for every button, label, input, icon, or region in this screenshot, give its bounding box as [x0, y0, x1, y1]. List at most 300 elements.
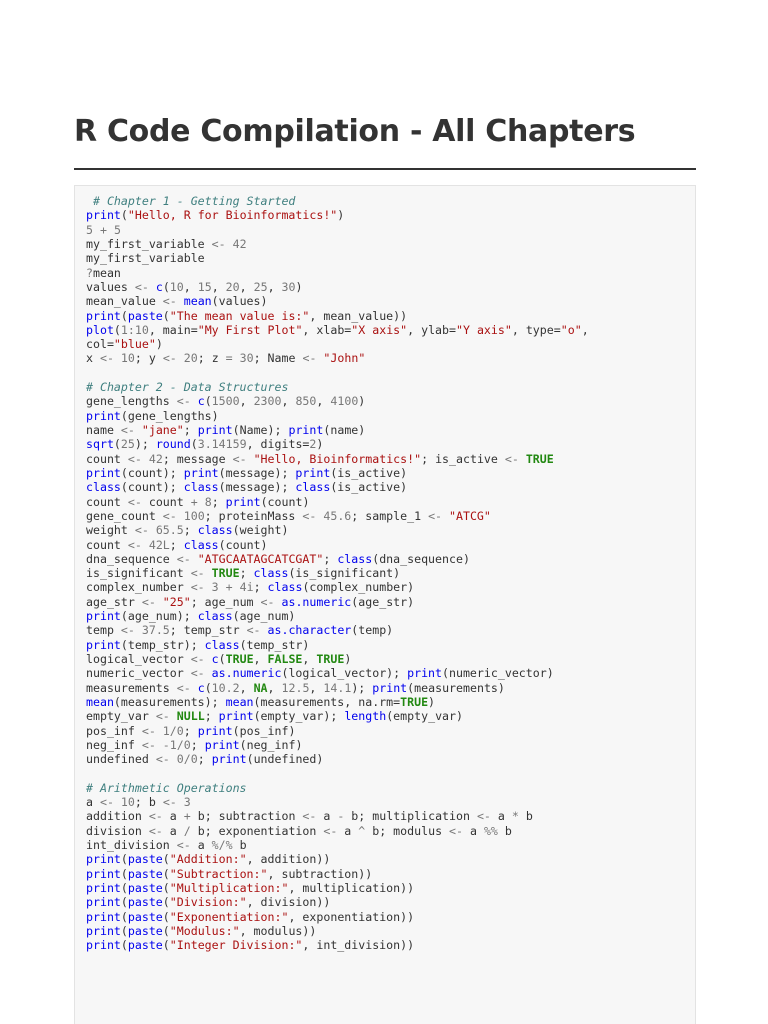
code-token: , type= [511, 322, 561, 337]
code-token: , main= [148, 322, 198, 337]
code-token: FALSE [267, 652, 303, 666]
code-token: as.numeric [211, 666, 282, 681]
code-token: b [518, 809, 533, 824]
code-token: my_first_variable [86, 251, 205, 266]
code-token: count [86, 494, 128, 509]
code-token: a [162, 823, 184, 838]
code-token [205, 652, 212, 666]
code-token: 25 [253, 279, 268, 294]
code-token: "25" [162, 594, 191, 609]
code-token: 0 [176, 723, 184, 738]
code-token: ; [323, 551, 338, 566]
code-token: <- [141, 723, 156, 738]
code-token: , [267, 279, 282, 294]
code-line [86, 452, 589, 466]
code-line [86, 466, 589, 480]
code-token [519, 452, 526, 466]
code-line [86, 838, 589, 852]
code-token: empty_var [86, 709, 156, 724]
code-line [86, 623, 589, 637]
code-token: ( [120, 909, 128, 924]
code-token: , modulus)) [239, 923, 317, 938]
code-token: "Y axis" [456, 322, 512, 337]
code-token: (count) [218, 537, 268, 552]
code-token: ) [295, 279, 303, 294]
code-token: NA [253, 680, 268, 695]
code-token: ; proteinMass [204, 508, 303, 523]
code-token: print [86, 609, 121, 624]
code-token: undefined [86, 752, 156, 767]
code-token: <- [120, 423, 135, 437]
code-token: print [86, 909, 121, 924]
code-token: <- [176, 551, 191, 566]
code-token: <- [127, 537, 142, 552]
code-token: 15 [197, 279, 212, 294]
code-token: 3.14159 [197, 437, 247, 452]
code-token [135, 423, 142, 437]
code-token: print [204, 737, 240, 752]
code-token: ; Name [253, 351, 303, 366]
code-line [86, 910, 589, 924]
code-token: mean [86, 694, 114, 709]
code-token: mean_value [86, 294, 163, 309]
code-line [86, 251, 589, 265]
code-token: ; [169, 537, 184, 552]
code-token: "ATCG" [449, 508, 491, 523]
code-token: 14.1 [323, 680, 352, 695]
code-token: "ATGCAATAGCATCGAT" [197, 551, 324, 566]
code-token: ; temp_str [169, 623, 247, 638]
code-token: (neg_inf) [239, 737, 303, 752]
code-line [86, 323, 589, 337]
code-line [86, 795, 589, 809]
code-token: class [183, 480, 219, 495]
code-token: class [183, 537, 219, 552]
code-token: "Exponentiation:" [169, 909, 289, 924]
code-line [86, 566, 589, 580]
code-token: 8 [197, 494, 212, 509]
code-token: (is_significant) [288, 566, 401, 581]
code-token: (empty_var); [253, 709, 345, 724]
code-token: , mean_value)) [309, 308, 408, 323]
code-token: , [267, 680, 282, 695]
code-token: / [176, 737, 184, 752]
code-token: <- [246, 623, 261, 638]
code-token: <- [162, 294, 177, 309]
code-token: 1 [155, 723, 170, 738]
code-token: <- [162, 508, 177, 523]
code-line [86, 423, 589, 437]
code-token: class [197, 609, 233, 624]
code-token: c [155, 279, 163, 294]
code-token: , [183, 279, 198, 294]
code-token: ( [162, 279, 170, 294]
code-token: ; is_active [421, 451, 505, 466]
code-token [177, 294, 184, 308]
code-token: ; sample_1 [351, 508, 429, 523]
code-token: values [86, 279, 135, 294]
code-token: TRUE [316, 652, 345, 666]
code-token: TRUE [211, 566, 240, 581]
code-line [86, 881, 589, 895]
code-token: round [155, 437, 191, 452]
code-token: "Hello, Bioinformatics!" [253, 451, 422, 466]
code-line [86, 394, 589, 408]
code-token: ( [120, 852, 128, 867]
code-token: print [86, 866, 121, 881]
code-token: <- [127, 494, 142, 509]
code-token: ; [183, 723, 198, 738]
code-token: ; [197, 752, 212, 767]
code-token: 20 [225, 279, 240, 294]
code-token: a [337, 823, 359, 838]
code-line [86, 852, 589, 866]
code-token: paste [127, 866, 163, 881]
code-token: <- [162, 795, 177, 810]
code-token: as.numeric [281, 594, 352, 609]
code-token: TRUE [400, 694, 429, 709]
code-token: print [86, 637, 121, 652]
code-line [86, 638, 589, 652]
code-token: 2 [309, 437, 317, 452]
code-token: , multiplication)) [288, 881, 415, 895]
code-token: ^ [358, 823, 366, 838]
code-token: b; modulus [365, 823, 450, 838]
code-token: a [490, 809, 512, 824]
code-token: print [86, 465, 121, 480]
code-token: ( [113, 437, 121, 452]
code-token: # Chapter 2 - Data Structures [86, 380, 289, 395]
code-line [86, 380, 589, 394]
code-token [191, 552, 198, 566]
code-token: count [86, 537, 128, 552]
code-token: "blue" [113, 337, 156, 352]
code-line [86, 237, 589, 251]
code-token: , [302, 652, 317, 666]
code-token: (measurements, na.rm= [253, 694, 401, 709]
code-token: 25 [120, 437, 135, 452]
code-token: class [86, 480, 121, 495]
code-token: dna_sequence [86, 551, 177, 566]
code-token: "o" [560, 322, 582, 337]
code-token: ; z [197, 351, 226, 366]
code-token: <- [190, 666, 205, 681]
code-token: , xlab= [302, 322, 352, 337]
code-token: ; [183, 523, 198, 538]
code-token: print [86, 881, 121, 895]
code-token: (undefined) [246, 752, 324, 767]
code-token: 45.6 [316, 508, 352, 523]
code-token: 3 [204, 580, 219, 595]
code-token: weight [86, 523, 135, 538]
code-token: my_first_variable [86, 236, 212, 251]
code-block [74, 185, 696, 1024]
code-token: TRUE [225, 652, 254, 666]
code-token: print [372, 680, 408, 695]
code-token: as.character [267, 623, 352, 638]
code-token: ; [239, 566, 254, 581]
code-token: ; [211, 494, 226, 509]
code-token: ( [120, 923, 128, 938]
code-token: 42 [141, 451, 163, 466]
code-token: a [316, 809, 338, 824]
code-token: count [141, 494, 191, 509]
code-token: ( [162, 938, 170, 953]
code-token: ( [162, 923, 170, 938]
code-token: <- [134, 523, 149, 538]
code-token: (message); [218, 480, 296, 495]
code-token: (pos_inf) [232, 723, 296, 738]
code-token: , addition)) [246, 852, 331, 867]
code-token: (weight) [232, 523, 289, 538]
code-token: "jane" [141, 423, 184, 437]
code-token: = [225, 351, 233, 366]
code-token: <- [176, 394, 191, 409]
code-token: 0 [183, 737, 191, 752]
code-token [442, 509, 449, 523]
code-token: + [218, 580, 240, 595]
code-line [86, 895, 589, 909]
code-token: count [86, 451, 128, 466]
code-token: temp [86, 623, 121, 638]
code-token: ( [204, 394, 212, 409]
code-token: + [190, 494, 198, 509]
code-token: 3 [176, 795, 191, 810]
code-token: , [316, 394, 331, 409]
code-token: <- [120, 623, 135, 638]
code-line [86, 824, 589, 838]
code-token: (measurements); [113, 694, 226, 709]
code-token: print [183, 465, 219, 480]
code-token: complex_number [86, 580, 191, 595]
code-token: paste [127, 895, 163, 910]
code-token: / [183, 752, 191, 767]
code-token: print [197, 723, 233, 738]
code-token: ); [134, 437, 156, 452]
code-token: , [281, 394, 296, 409]
code-token: ( [120, 866, 128, 881]
code-token: print [295, 465, 331, 480]
code-token: ( [218, 652, 226, 666]
code-line [86, 280, 589, 294]
code-token: a [463, 823, 484, 838]
code-line [86, 495, 589, 509]
code-token: (gene_lengths) [120, 408, 219, 423]
code-token: length [344, 709, 387, 724]
code-token: ( [120, 881, 128, 895]
code-token: ); [351, 680, 373, 695]
code-token: <- [162, 351, 177, 366]
code-token: ; b [134, 795, 163, 810]
code-token: mean [92, 265, 121, 280]
code-token: + [183, 809, 191, 824]
code-line [86, 409, 589, 423]
code-token: 0 [169, 752, 184, 767]
code-token [205, 566, 212, 580]
code-token: int_division [86, 838, 177, 853]
code-line [86, 351, 589, 365]
code-token: a [86, 795, 100, 810]
code-line [86, 580, 589, 594]
code-line [86, 809, 589, 823]
code-token: <- [148, 823, 163, 838]
code-token: (complex_number) [302, 580, 415, 595]
code-token: ) [155, 337, 163, 352]
code-line [86, 509, 589, 523]
code-token: "The mean value is:" [169, 308, 310, 323]
code-line [86, 924, 589, 938]
code-token: ; [183, 423, 198, 437]
code-token: <- [504, 451, 519, 466]
code-line [86, 867, 589, 881]
code-token: * [511, 809, 519, 824]
code-token: print [86, 895, 121, 910]
code-token: ( [120, 208, 128, 223]
code-token: b; multiplication [344, 809, 477, 824]
code-token: ( [113, 322, 121, 337]
code-line [86, 752, 589, 766]
code-token: ) [337, 208, 345, 223]
code-line [86, 366, 589, 380]
code-token: <- [476, 809, 491, 824]
code-token: a [190, 838, 212, 853]
code-line [86, 724, 589, 738]
code-token: 65.5 [148, 523, 184, 538]
code-token: print [218, 709, 254, 724]
code-line [86, 480, 589, 494]
code-token: <- [141, 594, 156, 609]
code-token: (is_active) [330, 465, 408, 480]
code-token: "Division:" [169, 895, 247, 910]
code-token: "Subtraction:" [169, 866, 268, 881]
code-token: <- [428, 508, 443, 523]
code-token: 10 [113, 795, 135, 810]
code-token: , [309, 680, 324, 695]
code-token: class [253, 566, 289, 581]
code-token: gene_lengths [86, 394, 177, 409]
code-token: 42 [225, 236, 247, 251]
code-line [86, 337, 589, 351]
code-token: <- [176, 680, 191, 695]
code-lines [86, 194, 589, 953]
code-token: "My First Plot" [197, 322, 303, 337]
code-token: <- [190, 652, 205, 666]
code-token: %/% [211, 838, 233, 853]
code-token: , ylab= [407, 322, 457, 337]
code-token: NULL [176, 709, 205, 724]
code-token: / [169, 723, 177, 738]
code-token: ; [204, 709, 219, 724]
code-token: , [239, 680, 254, 695]
code-token: ( [162, 852, 170, 867]
code-token: : [127, 322, 135, 337]
code-token: <- [190, 566, 205, 581]
code-token: print [211, 752, 247, 767]
code-token: <- [232, 451, 247, 466]
code-token: 5 [113, 222, 121, 237]
code-token: <- [148, 809, 163, 824]
code-token: paste [127, 852, 163, 867]
code-token: ) [344, 652, 352, 666]
code-token: paste [127, 308, 163, 323]
code-token: <- [260, 594, 275, 609]
code-token: print [197, 423, 233, 437]
code-token: print [86, 923, 121, 938]
code-token: (temp_str) [239, 637, 310, 652]
code-token: b [232, 838, 247, 853]
code-token: numeric_vector [86, 666, 191, 681]
code-token: class [197, 523, 233, 538]
code-token: 30 [232, 351, 254, 366]
code-token: <- [449, 823, 463, 838]
code-token: <- [176, 838, 191, 853]
code-token: + [92, 222, 114, 237]
code-token: plot [86, 322, 114, 337]
code-token: 37.5 [134, 623, 170, 638]
code-token: <- [302, 809, 317, 824]
code-token: , subtraction)) [267, 866, 373, 881]
code-token: print [288, 423, 324, 437]
code-line [86, 552, 589, 566]
code-token: 100 [176, 508, 205, 523]
code-line [86, 194, 589, 208]
code-token: "Hello, R for Bioinformatics!" [127, 208, 338, 223]
code-token: print [86, 308, 121, 323]
code-token: ) [358, 394, 366, 409]
code-token: 30 [281, 279, 296, 294]
code-token: addition [86, 809, 149, 824]
code-token: b; subtraction [190, 809, 303, 824]
code-token: (numeric_vector) [442, 666, 554, 681]
code-line [86, 309, 589, 323]
code-token: , [211, 279, 226, 294]
code-token: 10 [134, 322, 149, 337]
code-token: (age_str) [351, 594, 415, 609]
code-token: "Integer Division:" [169, 938, 303, 953]
code-token: print [86, 938, 121, 953]
code-token: -1 [155, 737, 177, 752]
code-token [205, 666, 212, 680]
code-line [86, 523, 589, 537]
code-token: (age_num); [120, 609, 198, 624]
code-token: ( [204, 680, 212, 695]
code-token: - [337, 809, 345, 824]
code-token: ; [253, 580, 268, 595]
code-token: division [86, 823, 149, 838]
code-token: <- [190, 580, 205, 595]
code-token: (message); [218, 465, 296, 480]
code-token: # Chapter 1 - Getting Started [86, 194, 296, 208]
code-token: 12.5 [281, 680, 310, 695]
code-line [86, 681, 589, 695]
code-token: c [197, 394, 205, 409]
code-token: is_significant [86, 566, 191, 581]
code-token: "John" [323, 351, 366, 366]
code-token [261, 623, 268, 637]
code-token: <- [323, 823, 338, 838]
code-token [149, 280, 156, 294]
code-token: print [407, 666, 443, 681]
code-line [86, 767, 589, 781]
code-token: 10 [169, 279, 184, 294]
code-token: , [239, 279, 254, 294]
code-token: (temp_str); [120, 637, 205, 652]
code-token: 10 [113, 351, 135, 366]
code-token: b [497, 823, 512, 838]
code-token: ; [190, 737, 205, 752]
code-token: gene_count [86, 508, 163, 523]
code-token: (logical_vector); [281, 666, 408, 681]
